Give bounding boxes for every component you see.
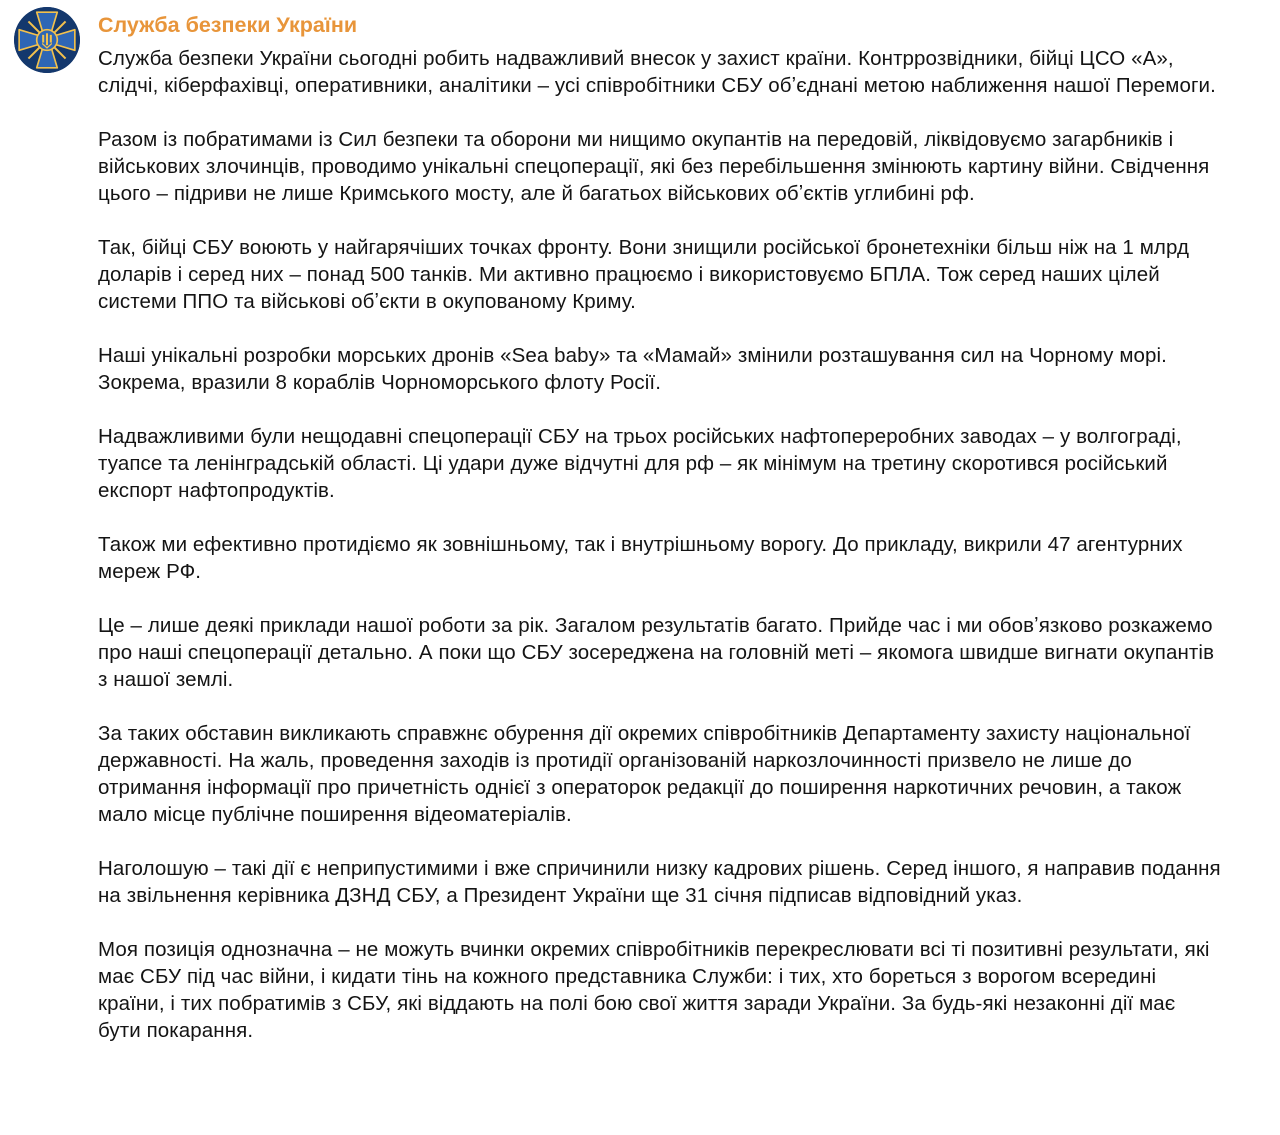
sbu-emblem-icon: [14, 7, 80, 73]
post-paragraph: Так, бійці СБУ воюють у найгарячіших точках фронту. Вони знищили російської бронетехніки більш ніж на 1 млрд доларів і серед них – понад 500 танків. Ми активно працюємо і використовуємо БПЛА. Тож серед наших цілей системи ППО та військові обʼєкти в окупованому Криму.: [98, 236, 1190, 313]
post-paragraph: Надважливими були нещодавні спецоперації СБУ на трьох російських нафтопереробних заводах – у волгограді, туапсе та ленінградській області. Ці удари дуже відчутні для рф – як мінімум на третину скоротився російський експорт нафтопродуктів.: [98, 425, 1182, 502]
post-paragraph: За таких обставин викликають справжнє обурення дії окремих співробітників Департаменту захисту національної державності. На жаль, проведення заходів із протидії організованій наркозлочинності призвело не лише до отримання інформації про причетність однієї з операторок редакції до поширення наркотичних речовин, а також мало місце публічне поширення відеоматеріалів.: [98, 722, 1191, 826]
post-paragraph: Наші унікальні розробки морських дронів «Sea baby» та «Мамай» змінили розташування сил на Чорному морі. Зокрема, вразили 8 кораблів Чорноморського флоту Росії.: [98, 344, 1167, 394]
post-paragraph: Служба безпеки України сьогодні робить надважливий внесок у захист країни. Контррозвідники, бійці ЦСО «А», слідчі, кіберфахівці, оперативники, аналітики – усі співробітники СБУ обʼєднані метою наближення нашої Перемоги.: [98, 47, 1216, 97]
post-paragraph: Наголошую – такі дії є неприпустимими і вже спричинили низку кадрових рішень. Серед іншого, я направив подання на звільнення керівника ДЗНД СБУ, а Президент України ще 31 січня підписав відповідний указ.: [98, 857, 1221, 907]
channel-name[interactable]: Служба безпеки України: [98, 13, 358, 37]
channel-avatar[interactable]: [14, 7, 80, 73]
post-paragraph: Це – лише деякі приклади нашої роботи за рік. Загалом результатів багато. Прийде час і ми обовʼязково розкажемо про наші спецоперації детально. А поки що СБУ зосереджена на головній меті – якомога швидше вигнати окупантів з нашої землі.: [98, 614, 1215, 691]
post-body: [98, 45, 1222, 1044]
post-paragraph: Моя позиція однозначна – не можуть вчинки окремих співробітників перекреслювати всі ті позитивні результати, які має СБУ під час війни, і кидати тінь на кожного представника Служби: і тих, хто бореться з ворогом всередині країни, і тих побратимів з СБУ, які віддають на полі бою свої життя заради України. За будь-які незаконні дії має бути покарання.: [98, 938, 1210, 1042]
post-paragraph: Також ми ефективно протидіємо як зовнішньому, так і внутрішньому ворогу. До прикладу, викрили 47 агентурних мереж РФ.: [98, 533, 1183, 583]
post-paragraph: Разом із побратимами із Сил безпеки та оборони ми нищимо окупантів на передовій, ліквідовуємо загарбників і військових злочинців, проводимо унікальні спецоперації, які без перебільшення змінюють картину війни. Свідчення цього – підриви не лише Кримського мосту, але й багатьох військових обʼєктів углибині рф.: [98, 128, 1210, 205]
